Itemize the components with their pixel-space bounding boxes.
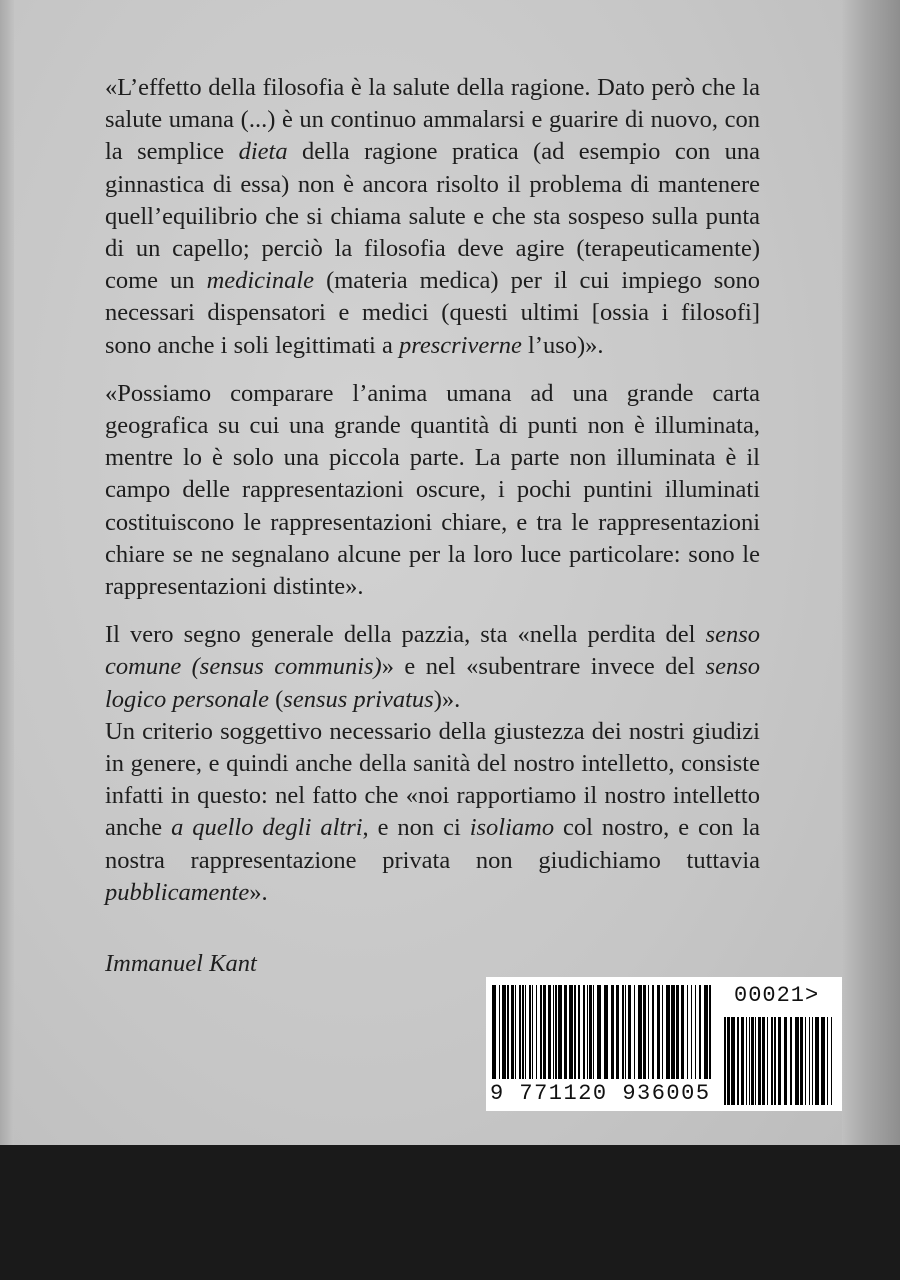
barcode-bar: [648, 985, 649, 1079]
italic-text: isoliamo: [469, 814, 555, 842]
cover-spine-shadow: [842, 0, 900, 1145]
quote-paragraph-4: [105, 716, 760, 909]
text-run: Il vero segno generale della pazzia, sta «nella perdita del: [105, 621, 706, 649]
barcode-bar: [611, 985, 614, 1079]
barcode-bar: [529, 985, 531, 1079]
barcode-bar: [755, 1017, 756, 1105]
quote-text-block: [105, 72, 760, 909]
barcode-bar: [795, 1017, 799, 1105]
text-run: «L’effetto della filosofia è la salute della ragione. Dato però che la salute umana (...) è un continuo ammalarsi e guarire di nuovo, con la semplice: [105, 74, 760, 166]
barcode-bar: [502, 985, 506, 1079]
barcode-bar: [532, 985, 533, 1079]
barcode-bar: [628, 985, 631, 1079]
quote-paragraph-3: [105, 619, 760, 716]
barcode-bar: [548, 985, 551, 1079]
barcode-bar: [662, 985, 663, 1079]
barcode-bar: [800, 1017, 803, 1105]
barcode-bar: [687, 985, 688, 1079]
barcode-digits: 9 771120 936005: [490, 1081, 711, 1106]
text-run: (: [269, 685, 284, 713]
barcode-bar: [593, 985, 594, 1079]
barcode-bar: [536, 985, 537, 1079]
italic-text: dieta: [238, 138, 288, 166]
barcode-bar: [681, 985, 684, 1079]
barcode-bar: [727, 1017, 730, 1105]
barcode-bar: [771, 1017, 773, 1105]
barcode-bar: [519, 985, 521, 1079]
barcode-bar: [704, 985, 708, 1079]
barcode-bar: [643, 985, 646, 1079]
barcode-addon-bars: [724, 1017, 836, 1105]
text-run: col nostro, e con la nostra rappresentazione privata non giudichiamo tuttavia: [105, 814, 760, 874]
quote-paragraph-2: [105, 378, 760, 603]
barcode-bar: [555, 985, 557, 1079]
barcode-bar: [597, 985, 601, 1079]
barcode-bar: [511, 985, 514, 1079]
barcode-bar: [666, 985, 670, 1079]
barcode-bar: [821, 1017, 825, 1105]
barcode-bar: [515, 985, 516, 1079]
barcode-bar: [805, 1017, 806, 1105]
italic-text: sensus privatus: [283, 685, 434, 713]
barcode-bar: [657, 985, 660, 1079]
barcode-bar: [540, 985, 542, 1079]
text-run: della ragione pratica (ad esempio con una ginnastica di essa) non è ancora risolto il problema di mantenere quell’equilibrio che si chiama salute e che sta sospeso sulla punta di un capello; perciò la filosofia deve agire (terapeuticamente) come un: [105, 138, 761, 295]
barcode-bar: [638, 985, 642, 1079]
barcode-bar: [525, 985, 526, 1079]
barcode-addon-digits: 00021>: [734, 983, 820, 1008]
italic-text: a quello degli altri: [171, 814, 363, 842]
text-run: » e nel «subentrare invece del: [381, 653, 706, 681]
barcode-bar: [578, 985, 580, 1079]
barcode-bar: [574, 985, 576, 1079]
text-run: Un criterio soggettivo necessario della giustezza dei nostri giudizi in genere, e quindi anche della sanità del nostro intelletto, consiste infatti in questo: nel fatto che «noi rapportiamo il nostro intelletto anche: [105, 717, 760, 842]
barcode-bar: [676, 985, 679, 1079]
barcode-bar: [762, 1017, 765, 1105]
italic-text: pubblicamente: [105, 878, 250, 906]
barcode-bar: [812, 1017, 813, 1105]
barcode-bars: [492, 985, 714, 1079]
text-run: , e non ci: [362, 814, 470, 842]
barcode-bar: [724, 1017, 726, 1105]
barcode-bar: [778, 1017, 781, 1105]
barcode-bar: [634, 985, 635, 1079]
barcode-bar: [604, 985, 608, 1079]
barcode-bar: [569, 985, 573, 1079]
italic-text: senso comune (sensus communis): [105, 621, 760, 681]
italic-text: senso logico personale: [105, 653, 760, 713]
text-run: )».: [433, 685, 461, 713]
barcode-bar: [652, 985, 654, 1079]
barcode-bar: [492, 985, 496, 1079]
barcode-bar: [564, 985, 567, 1079]
barcode-bar: [558, 985, 562, 1079]
barcode-bar: [699, 985, 701, 1079]
text-run: «Possiamo comparare l’anima umana ad una grande carta geografica su cui una grande quantità di punti non è illuminata, mentre lo è solo una piccola parte. La parte non illuminata è il campo delle rappresentazioni oscure, i pochi puntini illuminati costituiscono le rappresentazioni chiare, e tra le rappresentazioni chiare se ne segnalano alcune per la loro luce particolare: sono le rappresentazioni distinte».: [105, 379, 760, 601]
barcode-bar: [784, 1017, 787, 1105]
text-run: (materia medica) per il cui impiego sono necessari dispensatori e medici (questi ultimi [ossia i filosofi] sono anche i soli legittimati a: [105, 267, 760, 359]
barcode-bar: [671, 985, 675, 1079]
italic-text: prescriverne: [398, 331, 522, 359]
barcode-bar: [695, 985, 696, 1079]
barcode-bar: [774, 1017, 776, 1105]
bottom-black-band: [0, 1145, 900, 1280]
barcode-bar: [767, 1017, 768, 1105]
barcode-bar: [616, 985, 619, 1079]
barcode-bar: [622, 985, 624, 1079]
barcode-bar: [746, 1017, 747, 1105]
text-run: ».: [249, 878, 268, 906]
barcode-bar: [741, 1017, 744, 1105]
author-name: Immanuel Kant: [105, 950, 257, 977]
cover-left-edge: [0, 0, 14, 1145]
text-run: l’uso)».: [521, 331, 604, 359]
barcode-bar: [709, 985, 711, 1079]
barcode-bar: [691, 985, 692, 1079]
barcode-bar: [809, 1017, 810, 1105]
barcode-bar: [543, 985, 546, 1079]
barcode-bar: [749, 1017, 750, 1105]
barcode-bar: [815, 1017, 819, 1105]
barcode-bar: [553, 985, 554, 1079]
quote-paragraph-1: [105, 72, 760, 362]
barcode-bar: [827, 1017, 828, 1105]
barcode-bar: [790, 1017, 792, 1105]
barcode-bar: [731, 1017, 735, 1105]
italic-text: medicinale: [206, 267, 315, 295]
barcode-bar: [831, 1017, 832, 1105]
barcode-bar: [589, 985, 592, 1079]
barcode-bar: [737, 1017, 739, 1105]
barcode-bar: [587, 985, 588, 1079]
barcode-bar: [522, 985, 524, 1079]
barcode: [486, 977, 842, 1111]
barcode-bar: [625, 985, 626, 1079]
barcode-bar: [583, 985, 585, 1079]
barcode-bar: [507, 985, 509, 1079]
barcode-bar: [751, 1017, 754, 1105]
barcode-bar: [758, 1017, 761, 1105]
barcode-bar: [499, 985, 500, 1079]
